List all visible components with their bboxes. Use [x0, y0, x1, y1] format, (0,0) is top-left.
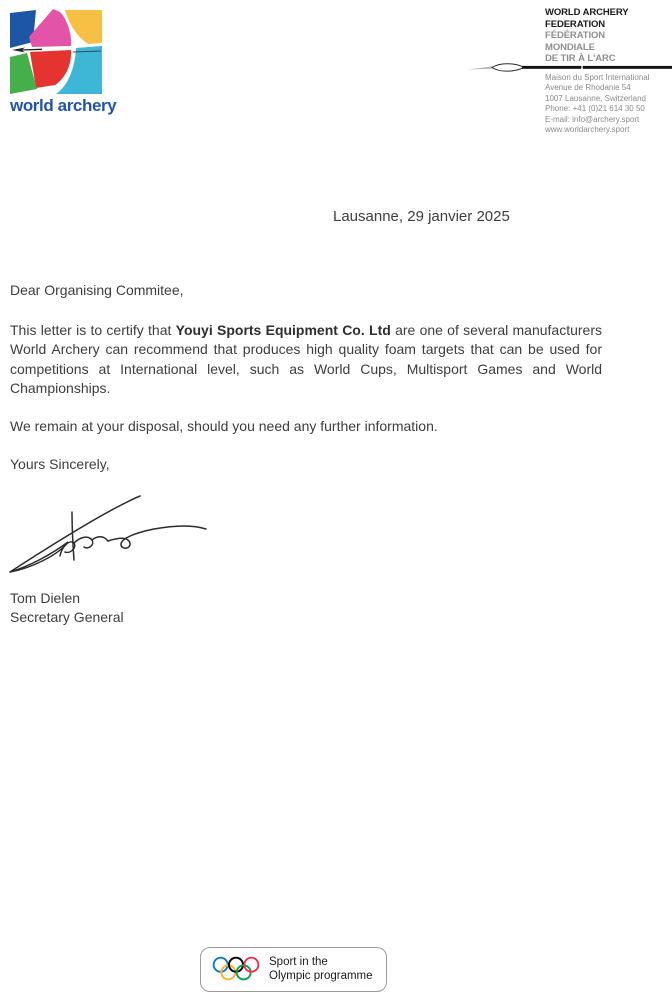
signer-title: Secretary General — [10, 609, 124, 625]
logo-wordmark: world archery — [10, 96, 117, 115]
world-archery-logo-icon — [10, 8, 102, 94]
olympic-rings-icon — [212, 955, 260, 985]
letterhead-org-names — [545, 7, 670, 65]
address-email: E-mail: info@archery.sport — [545, 114, 640, 124]
address-phone: Phone: +41 (0)21 614 30 50 — [545, 104, 645, 114]
olympic-programme-badge — [200, 947, 387, 992]
body-text-post: are one of several manufacturers World Archery can recommend that produces high quality foam targets that can be used for competitions at International level, such as World Cups, Multisport Games and World Championships. — [10, 322, 603, 396]
org-name-en: WORLD ARCHERY FEDERATION — [545, 7, 629, 30]
letter-date: Lausanne, 29 janvier 2025 — [333, 208, 510, 225]
closing-paragraph: We remain at your disposal, should you need any further information. — [10, 418, 438, 434]
signature-image — [2, 484, 214, 579]
signature-block — [10, 589, 124, 627]
body-text-pre: This letter is to certify that — [10, 322, 176, 338]
body-paragraph — [10, 321, 602, 398]
badge-text: Sport in the Olympic programme — [269, 956, 373, 982]
company-name: Youyi Sports Equipment Co. Ltd — [175, 322, 391, 338]
letterhead-address — [545, 73, 672, 135]
address-website: www.worldarchery.sport — [545, 125, 630, 135]
org-name-fr: FÉDÉRATION MONDIALE DE TIR À L'ARC — [545, 30, 616, 64]
signer-name: Tom Dielen — [10, 590, 81, 606]
salutation: Dear Organising Commitee, — [10, 282, 184, 298]
address-line: Maison du Sport International — [545, 73, 650, 82]
address-line: 1007 Lausanne, Switzerland — [545, 93, 646, 103]
valediction: Yours Sincerely, — [10, 456, 110, 472]
address-line: Avenue de Rhodanie 54 — [545, 83, 631, 93]
world-archery-logo — [10, 8, 117, 116]
